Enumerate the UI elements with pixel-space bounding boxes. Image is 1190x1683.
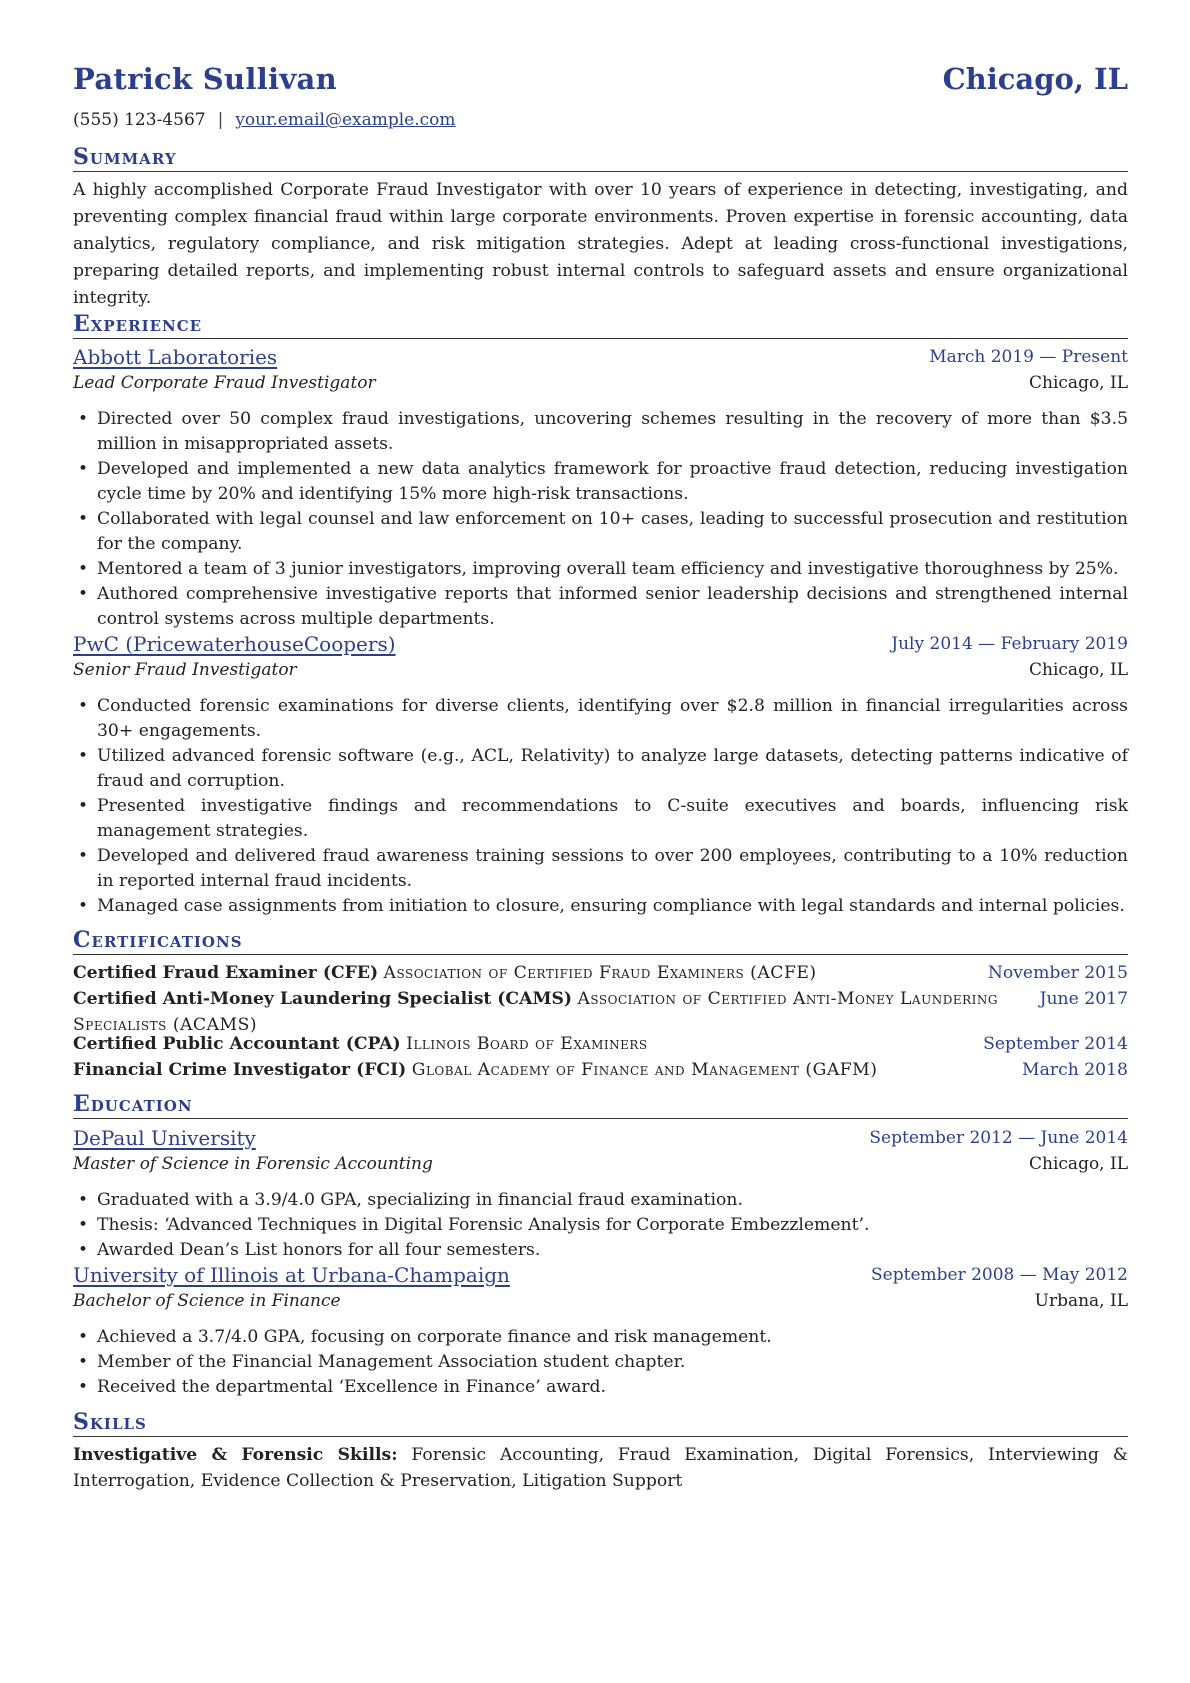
job-title: Lead Corporate Fraud Investigator [73,373,376,393]
section-title: Summary [73,144,177,170]
section-header-summary [73,143,1128,172]
section-header-skills [73,1408,1128,1437]
degree-title: Master of Science in Forensic Accounting [73,1154,433,1174]
section-header-education [73,1090,1128,1119]
certification-issuer: Association of Certified Anti-Money Laundering Specialists (ACAMS) [73,989,998,1035]
list-item: • Thesis: ‘Advanced Techniques in Digital Forensic Analysis for Corporate Embezzlement’. [73,1213,1128,1238]
certification-name: Certified Anti-Money Laundering Specialist (CAMS) [73,989,573,1009]
education-dates: September 2012 — June 2014 [869,1128,1128,1148]
experience-bullets [73,407,1128,632]
education-entry-subheader [73,1154,1128,1178]
list-item: • Managed case assignments from initiation to closure, ensuring compliance with legal standards and internal policies. [73,894,1128,919]
list-item: • Developed and implemented a new data analytics framework for proactive fraud detection, reducing investigation cycle time by 20% and identifying 15% more high-risk transactions. [73,457,1128,507]
experience-entry-header [73,345,1128,371]
school-location: Chicago, IL [1029,1154,1128,1174]
list-item: • Received the departmental ‘Excellence in Finance’ award. [73,1375,1128,1400]
section-title: Education [73,1091,193,1117]
section-title: Certifications [73,927,243,953]
certification-name: Financial Crime Investigator (FCI) [73,1060,407,1080]
school-link[interactable]: DePaul University [73,1126,256,1150]
list-item: • Authored comprehensive investigative reports that informed senior leadership decisions and strengthened internal control systems across multiple departments. [73,582,1128,632]
skills-label: Investigative & Forensic Skills: [73,1445,398,1465]
section-title: Experience [73,311,203,337]
degree-title: Bachelor of Science in Finance [73,1291,341,1311]
certification-date: November 2015 [987,963,1128,983]
list-item: • Collaborated with legal counsel and law enforcement on 10+ cases, leading to successful prosecution and restitution for the company. [73,507,1128,557]
list-item: • Presented investigative findings and recommendations to C-suite executives and boards, influencing risk management strategies. [73,794,1128,844]
list-item: • Utilized advanced forensic software (e.g., ACL, Relativity) to analyze large datasets, detecting patterns indicative of fraud and corruption. [73,744,1128,794]
section-title: Skills [73,1409,147,1435]
job-location: Chicago, IL [1029,373,1128,393]
certification-date: June 2017 [1039,989,1128,1009]
list-item: • Graduated with a 3.9/4.0 GPA, specializing in financial fraud examination. [73,1188,1128,1213]
school-link[interactable]: University of Illinois at Urbana-Champaign [73,1263,510,1287]
certification-item [73,960,1128,986]
list-item: • Achieved a 3.7/4.0 GPA, focusing on corporate finance and risk management. [73,1325,1128,1350]
employment-dates: July 2014 — February 2019 [891,634,1128,654]
phone-number: (555) 123-4567 [73,110,206,130]
experience-bullets [73,694,1128,919]
person-name: Patrick Sullivan [73,62,337,96]
skills-paragraph [73,1442,1128,1494]
employment-dates: March 2019 — Present [929,347,1128,367]
contact-separator: | [217,110,224,130]
employer-link[interactable]: PwC (PricewaterhouseCoopers) [73,632,396,656]
skills-list: Forensic Accounting, Fraud Examination, Digital Forensics, Interviewing & Interrogation, Evidence Collection & Preservation, Litigation Support [73,1445,1128,1491]
employer-link[interactable]: Abbott Laboratories [73,345,278,369]
section-header-certifications [73,926,1128,955]
list-item: • Directed over 50 complex fraud investigations, uncovering schemes resulting in the recovery of more than $3.5 million in misappropriated assets. [73,407,1128,457]
certification-date: September 2014 [983,1034,1128,1054]
list-item: • Awarded Dean’s List honors for all four semesters. [73,1238,1128,1263]
education-bullets [73,1325,1128,1400]
list-item: • Mentored a team of 3 junior investigators, improving overall team efficiency and investigative thoroughness by 25%. [73,557,1128,582]
list-item: • Member of the Financial Management Association student chapter. [73,1350,1128,1375]
list-item: • Conducted forensic examinations for diverse clients, identifying over $2.8 million in financial irregularities across 30+ engagements. [73,694,1128,744]
certification-issuer: Illinois Board of Examiners [406,1034,648,1054]
header-location: Chicago, IL [942,62,1128,96]
experience-entry-subheader [73,373,1128,397]
job-location: Chicago, IL [1029,660,1128,680]
experience-entry-header [73,632,1128,658]
header [73,62,1128,102]
email-link[interactable]: your.email@example.com [235,110,456,130]
education-dates: September 2008 — May 2012 [871,1265,1128,1285]
education-entry-header [73,1126,1128,1152]
contact-line [73,110,456,130]
education-entry-header [73,1263,1128,1289]
job-title: Senior Fraud Investigator [73,660,297,680]
certification-name: Certified Public Accountant (CPA) [73,1034,401,1054]
certification-name: Certified Fraud Examiner (CFE) [73,963,379,983]
certification-issuer: Association of Certified Fraud Examiners (ACFE) [383,963,817,983]
certification-issuer: Global Academy of Finance and Management (GAFM) [411,1060,878,1080]
section-header-experience [73,310,1128,339]
education-bullets [73,1188,1128,1263]
certification-item [73,1031,1128,1057]
certification-date: March 2018 [1022,1060,1128,1080]
school-location: Urbana, IL [1034,1291,1128,1311]
certification-item [73,1057,1128,1083]
education-entry-subheader [73,1291,1128,1315]
list-item: • Developed and delivered fraud awareness training sessions to over 200 employees, contributing to a 10% reduction in reported internal fraud incidents. [73,844,1128,894]
experience-entry-subheader [73,660,1128,684]
summary-paragraph: A highly accomplished Corporate Fraud Investigator with over 10 years of experience in detecting, investigating, and preventing complex financial fraud within large corporate environments. Proven expertise in forensic accounting, data analytics, regulatory compliance, and risk mitigation strategies. Adept at leading cross-functional investigations, preparing detailed reports, and implementing robust internal controls to safeguard assets and ensure organizational integrity. [73,180,1128,308]
